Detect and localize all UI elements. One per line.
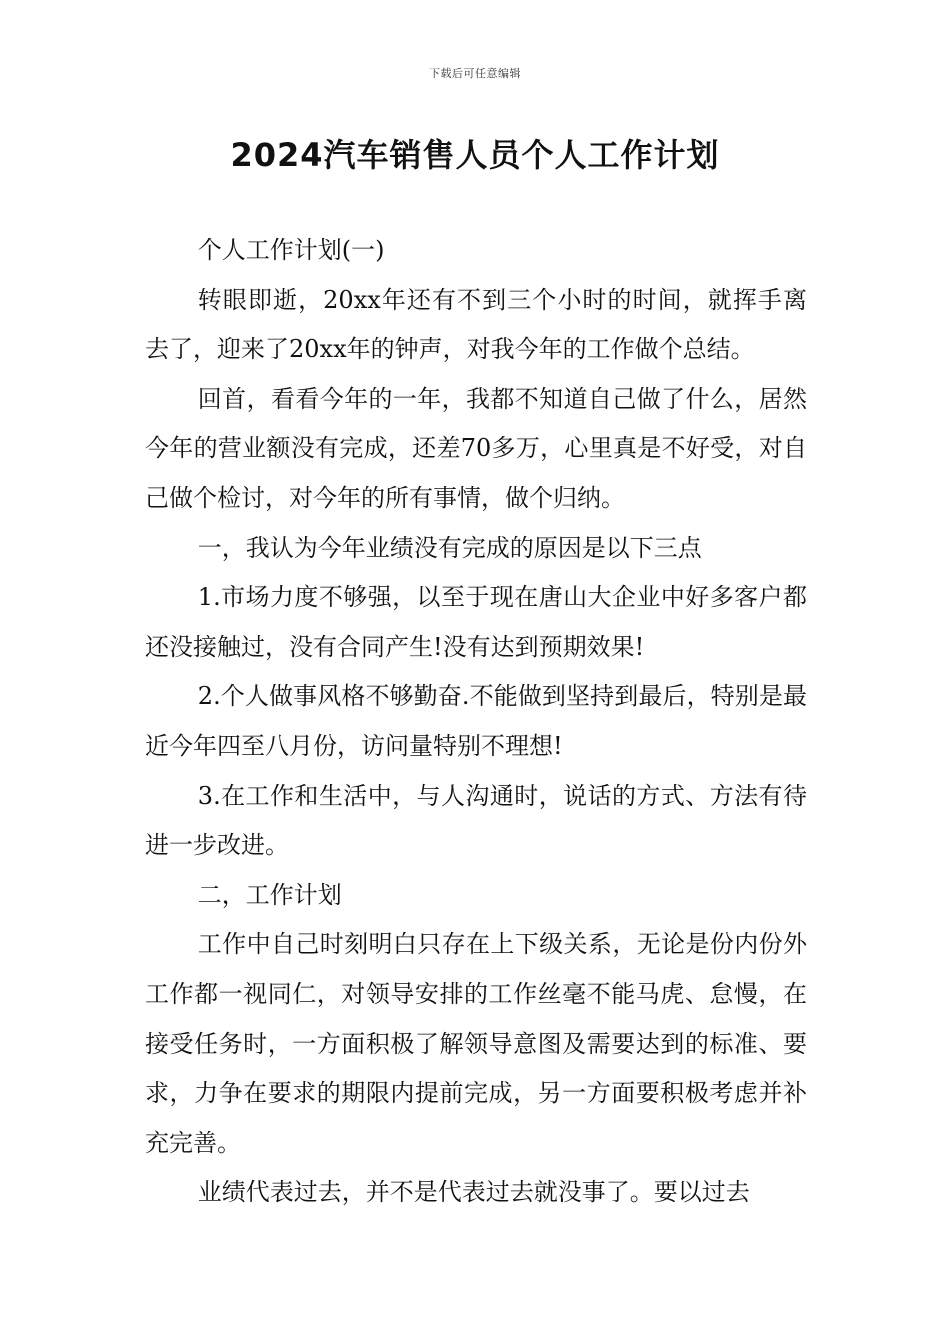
paragraph-performance: 业绩代表过去，并不是代表过去就没事了。要以过去 bbox=[197, 1178, 750, 1207]
list-item-reason-2: 2.个人做事风格不够勤奋.不能做到坚持到最后，特别是最近今年四至八月份，访问量特别不理想! bbox=[145, 682, 807, 760]
list-item-reason-3: 3.在工作和生活中，与人沟通时，说话的方式、方法有待进一步改进。 bbox=[145, 781, 807, 860]
list-item-reason-1: 1.市场力度不够强，以至于现在唐山大企业中好多客户都还没接触过，没有合同产生!没有达到预期效果! bbox=[145, 583, 807, 661]
document-body bbox=[145, 226, 807, 1218]
section-heading-reasons: 一，我认为今年业绩没有完成的原因是以下三点 bbox=[197, 533, 702, 562]
document-title: 2024汽车销售人员个人工作计划 bbox=[230, 136, 720, 174]
header-note: 下载后可任意编辑 bbox=[429, 67, 521, 80]
paragraph-work-attitude: 工作中自己时刻明白只存在上下级关系，无论是份内份外工作都一视同仁，对领导安排的工作丝毫不能马虎、怠慢，在接受任务时，一方面积极了解领导意图及需要达到的标准、要求，力争在要求的期限内提前完成，另一方面要积极考虑并补充完善。 bbox=[145, 930, 807, 1157]
paragraph-intro: 转眼即逝，20xx年还有不到三个小时的时间，就挥手离去了，迎来了20xx年的钟声，对我今年的工作做个总结。 bbox=[145, 285, 807, 364]
section-heading-work-plan: 二，工作计划 bbox=[197, 880, 342, 909]
paragraph-review: 回首，看看今年的一年，我都不知道自己做了什么，居然今年的营业额没有完成，还差70多万，心里真是不好受，对自己做个检讨，对今年的所有事情，做个归纳。 bbox=[145, 384, 807, 512]
section-heading-plan-one: 个人工作计划(一) bbox=[197, 236, 385, 264]
